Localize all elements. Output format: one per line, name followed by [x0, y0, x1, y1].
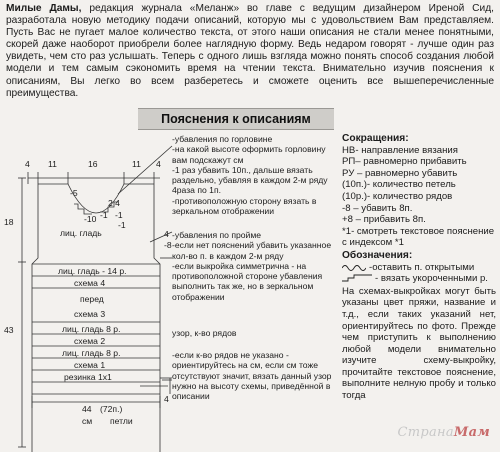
note-neck: -убавления по горловине -на какой высоте оформить горловину вам подскажут см -1 раз убавить 10п., дальше вязать раздельно, убавляя в каждом 2-м ряду 4раза по 1п. -противоположную сторону вязать в зеркальном отображении	[172, 134, 328, 217]
intro-lead: Милые Дамы,	[6, 3, 82, 14]
abbrev-item: НВ- направление вязания	[342, 144, 458, 156]
pattern-diagram	[0, 132, 340, 452]
row-7: лиц. гладь 8 р.	[62, 348, 121, 358]
neck-label-2: -10	[84, 214, 97, 224]
dim-top-2: 11	[48, 159, 57, 169]
symbol-short-row	[342, 273, 496, 285]
row-2: схема 4	[74, 278, 106, 288]
neck-label-5: 2 4	[108, 198, 120, 208]
row-3: перед	[80, 294, 104, 304]
dim-top-3: 16	[88, 159, 98, 169]
watermark-prefix: Страна	[397, 425, 454, 440]
neck-label-3: -1	[100, 210, 108, 220]
watermark-brand: Мам	[453, 425, 490, 440]
symbol-short-text: - вязать укороченными р.	[375, 273, 488, 285]
armhole-label: -8	[164, 240, 172, 250]
neck-label-6: -1	[118, 220, 126, 230]
short-rows-icon	[342, 274, 372, 283]
units-sm: см	[82, 416, 93, 426]
width-72: (72п.)	[100, 404, 123, 414]
abbrev-item: *1- смотреть текстовое пояснение с индексом *1	[342, 225, 495, 249]
intro-text: редакция журнала «Меланж» во главе с ведущим дизайнером Иреной Сид, разработала новую методику подачи описаний, которую мы с удовольствием Вам представляем. Пусть Вас не пугает малое количество текста, от этого наши описания не стали менее понятными, скорей даже наоборот приобрели более наглядную форму. Ведь недаром говорят - лучше один раз увидеть, чем сто раз услышать. Теперь с одного лишь взгляда можно понять способ создания любой модели и тем самым сэкономить время на чтении текста. Внимательно изучив пояснения к описаниям, Вы легко во всем разберетесь и сможете оценить все вышеперечисленные преимущества.	[6, 3, 494, 99]
note-pattern: узор, к-во рядов	[172, 328, 237, 338]
neck-label-1: -5	[70, 188, 78, 198]
row-5: лиц. гладь 8 р.	[62, 324, 121, 334]
intro-paragraph	[6, 3, 494, 100]
row-1: лиц. гладь - 14 р.	[58, 266, 127, 276]
row-9: резинка 1х1	[64, 372, 112, 382]
wavy-line-icon	[342, 263, 366, 271]
abbrev-item: РП– равномерно прибавить	[342, 156, 467, 168]
neck-label-4: -1	[115, 210, 123, 220]
note-rows: -если к-во рядов не указано - ориентируйтесь на см, если см тоже отсутствуют значит, вязать данный узор нужно на высоту схемы, приведённой в описании	[172, 350, 332, 402]
row-0: лиц. гладь	[60, 228, 102, 238]
dim-top-1: 4	[25, 159, 30, 169]
abbrev-item: (10р.)- количество рядов	[342, 190, 453, 202]
width-44: 44	[82, 404, 92, 414]
section-title: Пояснения к описаниям	[138, 108, 334, 130]
armhole-4: 4	[164, 229, 169, 239]
dim-side-43: 43	[4, 325, 14, 335]
row-8: схема 1	[74, 360, 106, 370]
row-4: схема 3	[74, 309, 106, 319]
legend-column	[342, 132, 496, 402]
abbrev-item: РУ – равномерно убавить	[342, 167, 458, 179]
dim-top-4: 11	[132, 159, 141, 169]
note-armhole: -убавления по пройме -если нет пояснений убавить указанное кол-во п. в каждом 2-м ряду -если выкройка симметрична - на противоположной стороне убавления выполнить так же, но в зеркальном отображении	[172, 230, 332, 302]
dim-top-5: 4	[156, 159, 161, 169]
abbrev-title: Сокращения:	[342, 133, 409, 144]
symbols-title: Обозначения:	[342, 249, 413, 261]
bottom-4: 4	[164, 394, 169, 404]
abbrev-item: -8 – убавить 8п.	[342, 202, 413, 214]
dim-side-18: 18	[4, 217, 14, 227]
watermark-logo	[397, 425, 490, 440]
row-6: схема 2	[74, 336, 106, 346]
legend-paragraph: На схемах-выкройках могут быть указаны цвет пряжи, название и т.д., если таких указаний нет, ориентируйтесь по фото. Прежде чем приступить к выполнению любой модели внимательно изучите схему-выкройку, прочитайте текстовое пояснение, выполните нелную пробу и только тогда	[342, 285, 496, 402]
abbrev-item: (10п.)- количество петель	[342, 179, 456, 191]
units-petli: петли	[110, 416, 133, 426]
symbol-open-text: -оставить п. открытыми	[369, 261, 475, 273]
symbol-open-row	[342, 262, 496, 274]
abbrev-item: +8 – прибавить 8п.	[342, 214, 426, 226]
